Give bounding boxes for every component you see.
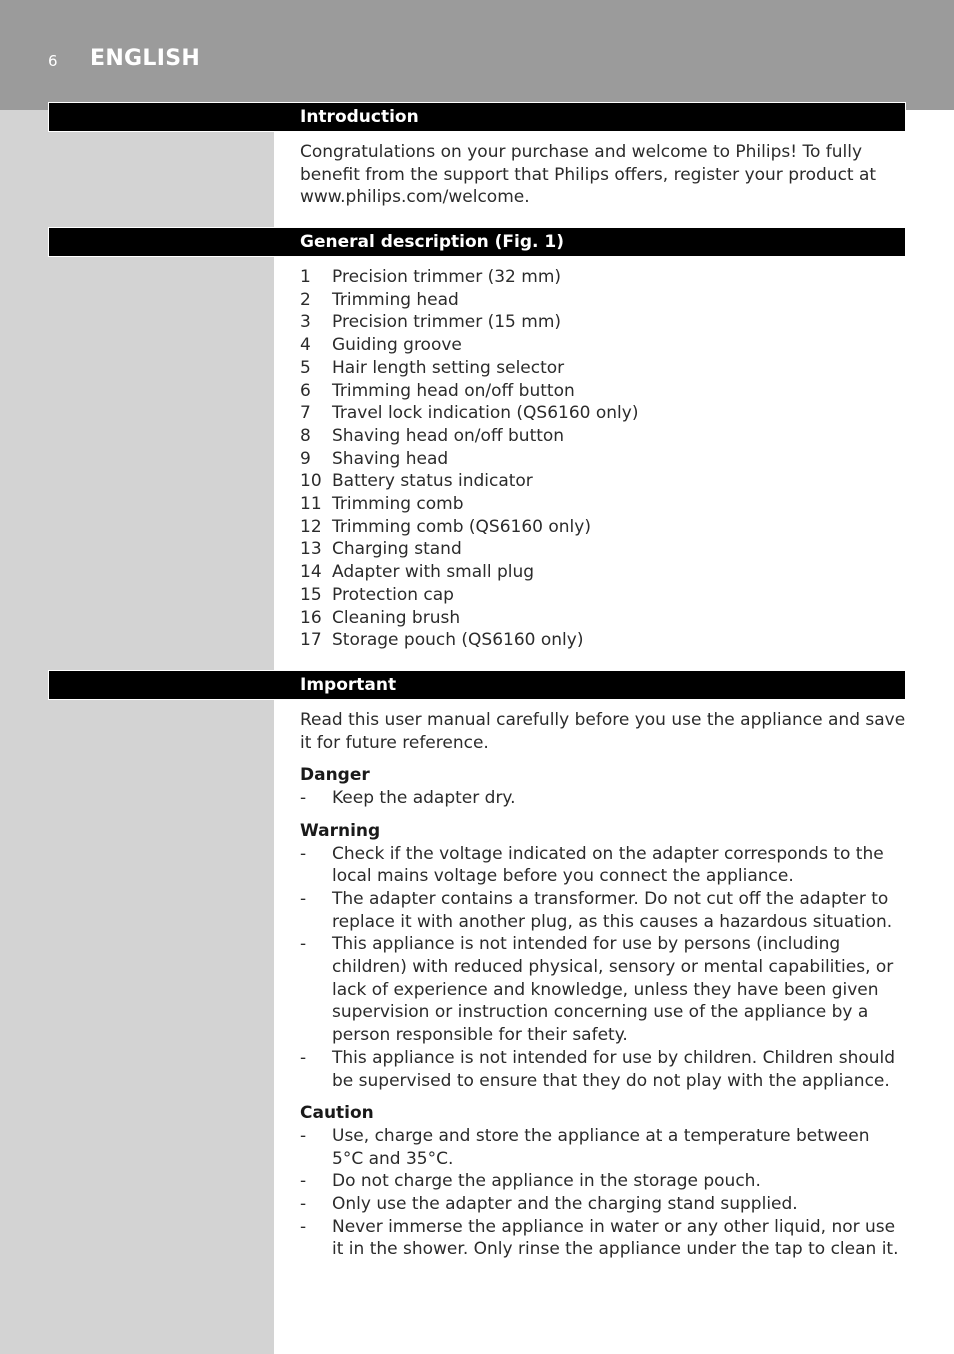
list-item <box>300 357 906 380</box>
list-item-number: 16 <box>300 607 322 628</box>
list-item <box>300 629 906 652</box>
list-item-text: Adapter with small plug <box>332 562 535 583</box>
list-item <box>300 843 906 888</box>
list-item-text: Shaving head <box>332 448 449 469</box>
list-item-number: 9 <box>300 448 311 469</box>
list-item <box>300 380 906 403</box>
list-item-number: 17 <box>300 630 322 651</box>
important-body <box>300 709 906 1261</box>
left-margin-column <box>0 110 274 1354</box>
list-item-text: Only use the adapter and the charging stand supplied. <box>332 1194 798 1215</box>
list-item <box>300 334 906 357</box>
list-item <box>300 493 906 516</box>
section-bar-general-description <box>49 228 905 256</box>
list-item-dash: - <box>300 934 307 955</box>
general-description-body <box>300 266 906 652</box>
list-item <box>300 787 906 810</box>
list-item <box>300 1193 906 1216</box>
list-item-text: Shaving head on/off button <box>332 425 565 446</box>
list-item-number: 15 <box>300 584 322 605</box>
list-item <box>300 1125 906 1170</box>
list-item-dash: - <box>300 1194 307 1215</box>
list-item-text: Trimming comb <box>332 494 464 515</box>
list-item-text: Keep the adapter dry. <box>332 788 516 809</box>
list-item-dash: - <box>300 1171 307 1192</box>
list-item-number: 6 <box>300 380 311 401</box>
list-item-text: Do not charge the appliance in the storage pouch. <box>332 1171 761 1192</box>
list-item-dash: - <box>300 1125 307 1146</box>
list-item <box>300 607 906 630</box>
parts-list <box>300 266 906 652</box>
danger-heading: Danger <box>300 765 370 786</box>
list-item-text: The adapter contains a transformer. Do not cut off the adapter to replace it with another plug, as this causes a hazardous situation. <box>332 888 893 932</box>
list-item <box>300 516 906 539</box>
list-item <box>300 425 906 448</box>
list-item <box>300 470 906 493</box>
list-item-text: Battery status indicator <box>332 471 533 492</box>
list-item-dash: - <box>300 1047 307 1068</box>
list-item-text: Check if the voltage indicated on the adapter corresponds to the local mains voltage before you connect the appliance. <box>332 843 884 887</box>
list-item-number: 3 <box>300 312 311 333</box>
list-item-number: 11 <box>300 494 322 515</box>
introduction-body <box>300 141 906 209</box>
list-item-number: 5 <box>300 357 311 378</box>
important-intro: Read this user manual carefully before you use the appliance and save it for future reference. <box>300 710 906 753</box>
section-bar-important <box>49 671 905 699</box>
list-item-text: This appliance is not intended for use by persons (including children) with reduced physical, sensory or mental capabilities, or lack of experience and knowledge, unless they have been given supervision or instruction concerning use of the appliance by a person responsible for their safety. <box>332 934 894 1046</box>
introduction-text: Congratulations on your purchase and welcome to Philips! To fully benefit from the support that Philips offers, register your product at www.philips.com/welcome. <box>300 142 877 208</box>
list-item <box>300 1047 906 1092</box>
page-number: 6 <box>48 52 58 70</box>
list-item-text: Use, charge and store the appliance at a temperature between 5°C and 35°C. <box>332 1125 870 1169</box>
list-item <box>300 933 906 1047</box>
list-item-number: 8 <box>300 425 311 446</box>
list-item-dash: - <box>300 788 307 809</box>
list-item-text: Cleaning brush <box>332 607 461 628</box>
list-item-text: Trimming head <box>332 289 459 310</box>
list-item <box>300 584 906 607</box>
section-title-introduction: Introduction <box>300 107 419 127</box>
warning-heading: Warning <box>300 820 381 841</box>
list-item <box>300 1216 906 1261</box>
list-item-number: 10 <box>300 471 322 492</box>
caution-list <box>300 1125 906 1261</box>
section-bar-introduction <box>49 103 905 131</box>
list-item-number: 4 <box>300 335 311 356</box>
list-item-text: Hair length setting selector <box>332 357 565 378</box>
list-item <box>300 1170 906 1193</box>
list-item <box>300 888 906 933</box>
list-item-number: 12 <box>300 516 322 537</box>
list-item-number: 14 <box>300 562 322 583</box>
list-item <box>300 266 906 289</box>
list-item-text: Travel lock indication (QS6160 only) <box>332 403 639 424</box>
page-header <box>0 0 954 110</box>
list-item <box>300 448 906 471</box>
list-item-text: Precision trimmer (32 mm) <box>332 267 562 287</box>
list-item-number: 1 <box>300 267 311 287</box>
list-item-dash: - <box>300 1216 307 1237</box>
list-item-text: Storage pouch (QS6160 only) <box>332 630 584 651</box>
list-item <box>300 289 906 312</box>
list-item <box>300 538 906 561</box>
section-title-general-description: General description (Fig. 1) <box>300 232 564 252</box>
list-item-text: This appliance is not intended for use by children. Children should be supervised to ensure that they do not play with the appliance. <box>332 1047 896 1091</box>
list-item <box>300 311 906 334</box>
section-title-important: Important <box>300 675 397 695</box>
list-item-dash: - <box>300 843 307 864</box>
danger-list <box>300 787 906 810</box>
list-item <box>300 561 906 584</box>
list-item-text: Charging stand <box>332 539 462 560</box>
list-item-number: 2 <box>300 289 311 310</box>
list-item-number: 7 <box>300 403 311 424</box>
list-item-text: Never immerse the appliance in water or any other liquid, nor use it in the shower. Only rinse the appliance under the tap to clean it. <box>332 1216 899 1260</box>
warning-list <box>300 843 906 1093</box>
list-item-number: 13 <box>300 539 322 560</box>
list-item-text: Guiding groove <box>332 335 462 356</box>
list-item-text: Trimming comb (QS6160 only) <box>332 516 591 537</box>
list-item <box>300 402 906 425</box>
list-item-text: Precision trimmer (15 mm) <box>332 312 562 333</box>
list-item-text: Trimming head on/off button <box>332 380 575 401</box>
language-title: ENGLISH <box>90 46 201 71</box>
list-item-text: Protection cap <box>332 584 454 605</box>
caution-heading: Caution <box>300 1103 374 1124</box>
list-item-dash: - <box>300 888 307 909</box>
